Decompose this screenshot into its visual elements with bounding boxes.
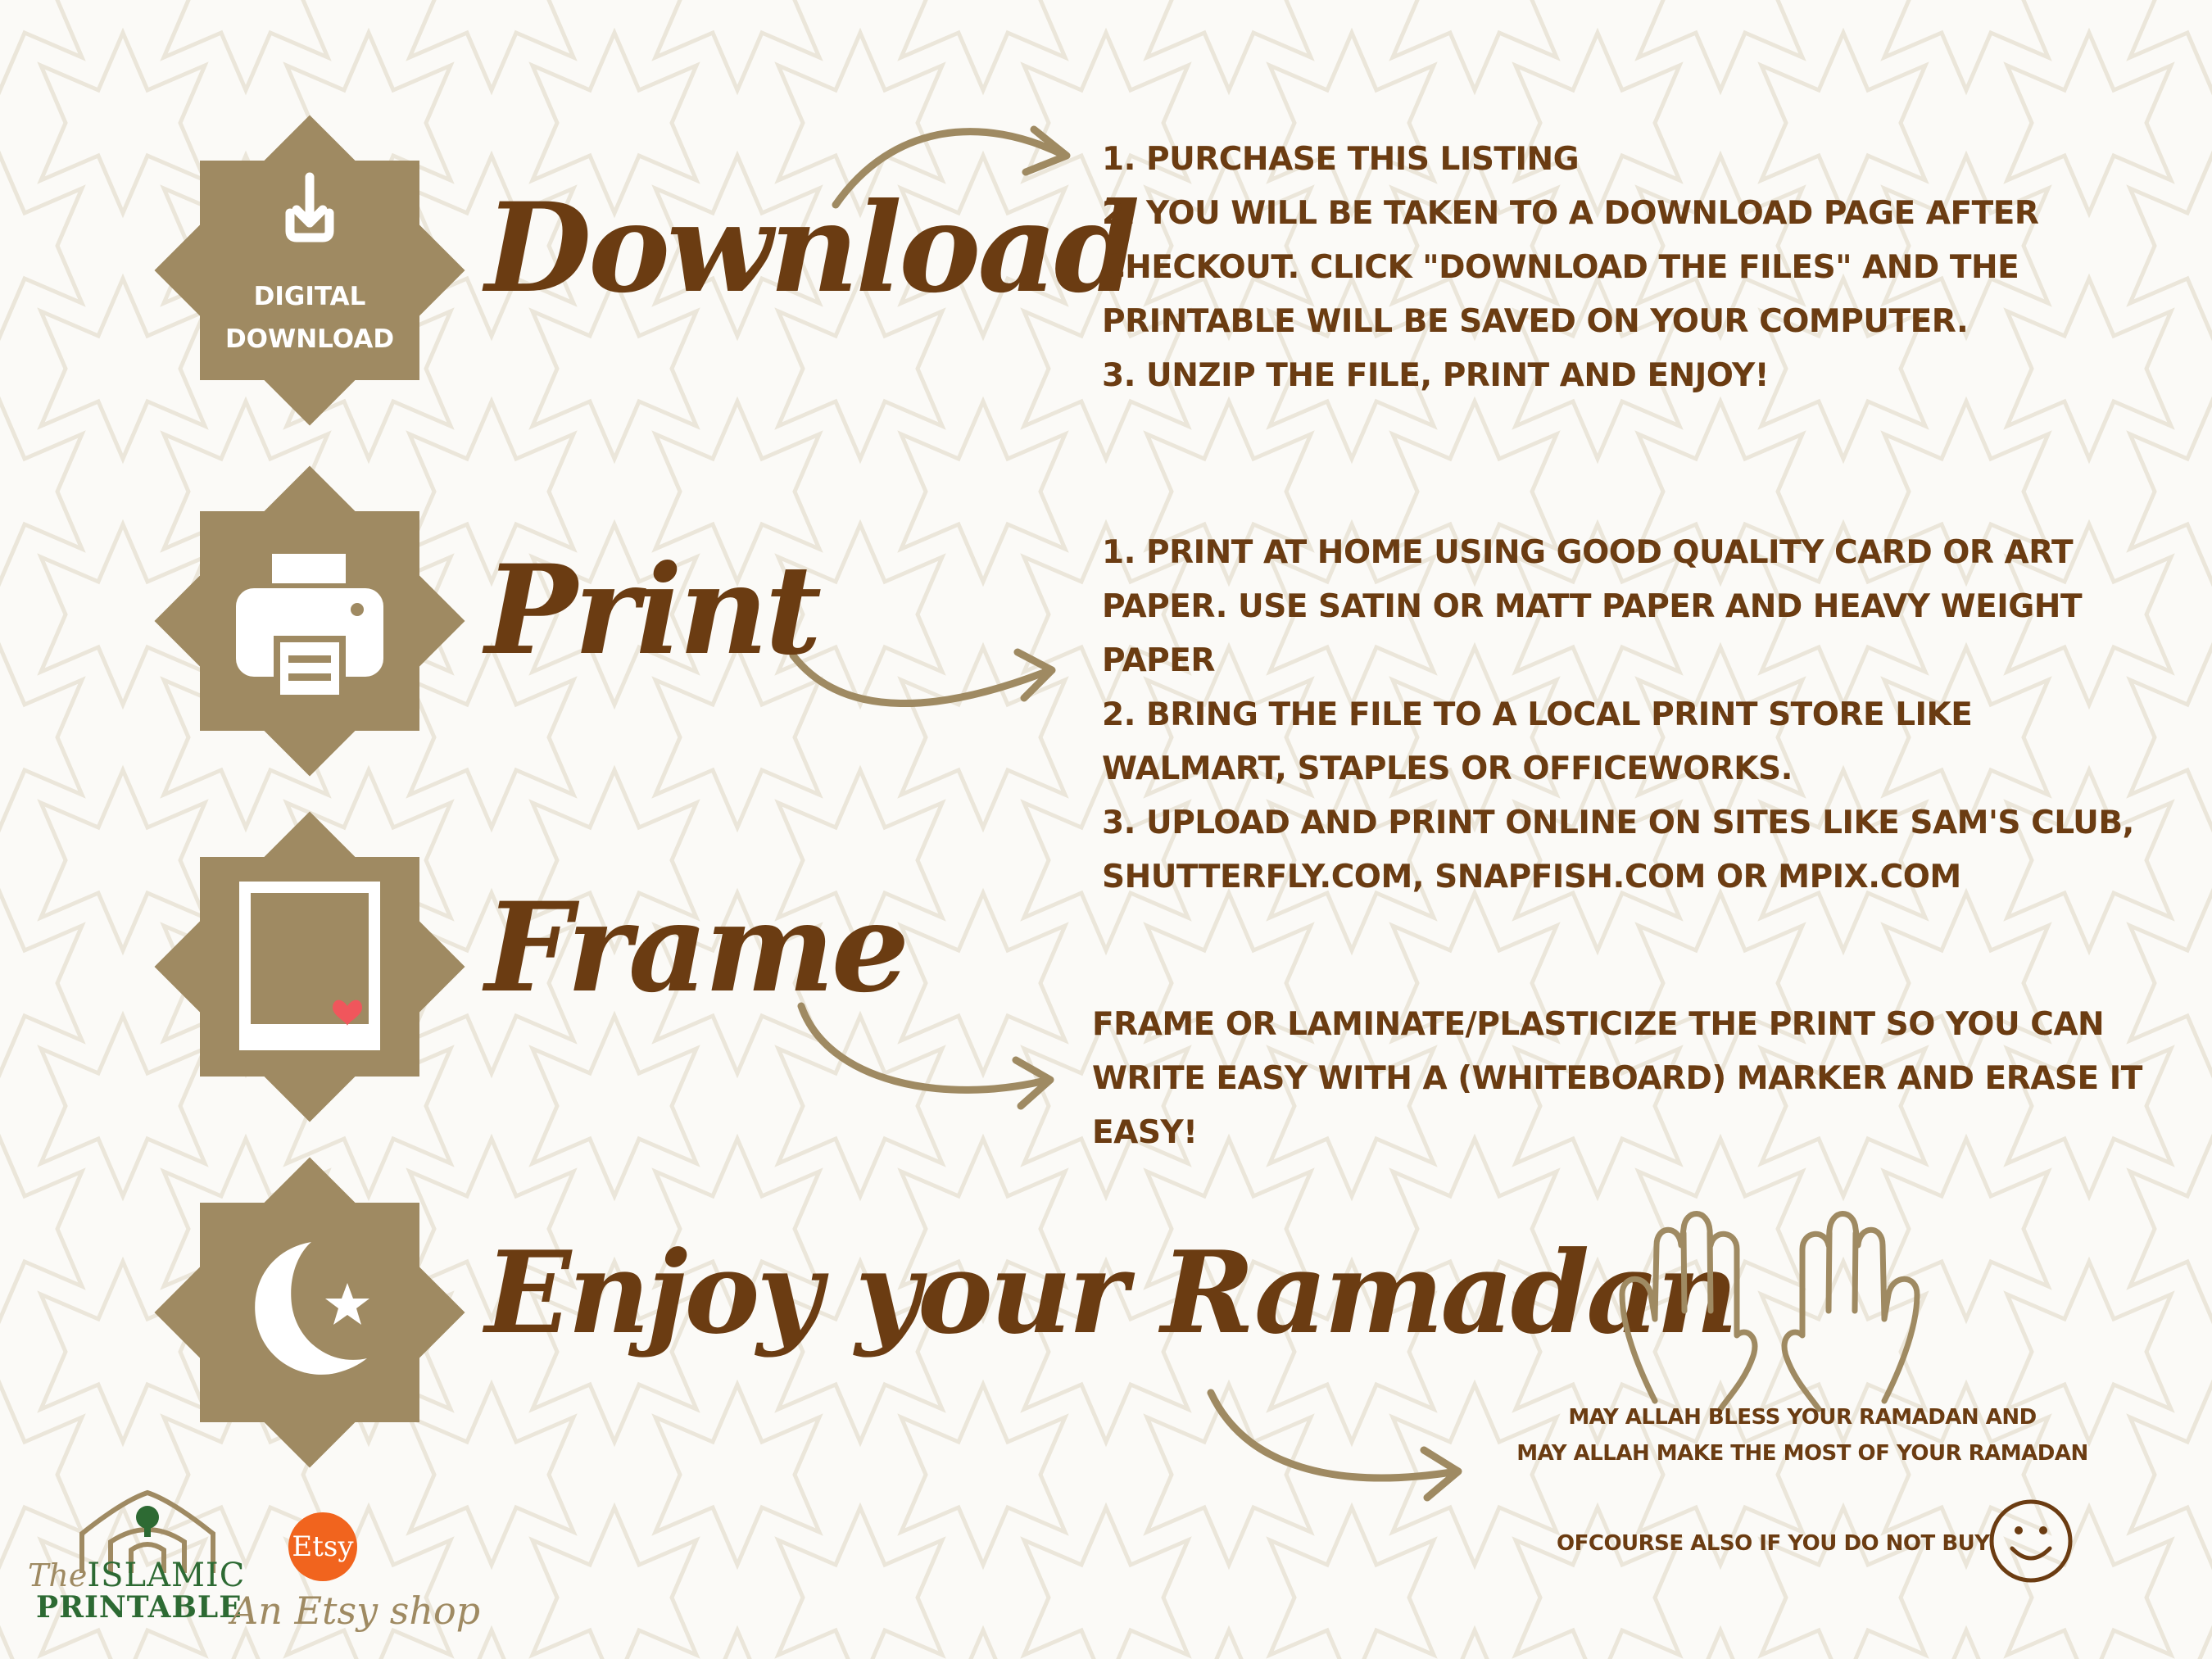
instruction-line: 3. UPLOAD AND PRINT ONLINE ON SITES LIKE SAM'S CLUB, (1102, 805, 2134, 841)
badge-download-label: DOWNLOAD (224, 324, 395, 354)
enjoy-badge (154, 1157, 465, 1468)
instruction-line: WRITE EASY WITH A (WHITEBOARD) MARKER AND ERASE IT (1092, 1060, 2142, 1097)
etsy-badge-label: Etsy (292, 1530, 354, 1563)
instruction-line: 1. PRINT AT HOME USING GOOD QUALITY CARD OR ART (1102, 534, 2074, 571)
blessing-text (1499, 1399, 2105, 1471)
brand-the: The (28, 1557, 88, 1593)
brand-islamic: ISLAMIC (87, 1557, 246, 1594)
badge-digital-label: DIGITAL (253, 282, 366, 311)
instruction-line: PAPER. USE SATIN OR MATT PAPER AND HEAVY WEIGHT (1102, 588, 2083, 625)
instruction-line: 2. YOU WILL BE TAKEN TO A DOWNLOAD PAGE AFTER (1102, 195, 2039, 232)
instruction-line: PRINTABLE WILL BE SAVED ON YOUR COMPUTER. (1102, 303, 1969, 340)
instruction-line: 2. BRING THE FILE TO A LOCAL PRINT STORE LIKE (1102, 696, 1973, 733)
praying-hands-icon (1606, 1196, 1933, 1417)
instruction-line: EASY! (1092, 1114, 1198, 1151)
instruction-line: FRAME OR LAMINATE/PLASTICIZE THE PRINT SO YOU CAN (1092, 1006, 2105, 1043)
smiley-icon (1988, 1498, 2074, 1584)
title-frame: Frame (485, 876, 907, 1020)
title-enjoy: Enjoy your Ramadan (485, 1226, 1735, 1359)
etsy-badge[interactable] (288, 1512, 357, 1581)
footnote-text: OFCOURSE ALSO IF YOU DO NOT BUY (1557, 1531, 1990, 1556)
frame-icon (239, 882, 380, 1050)
instruction-line: WALMART, STAPLES OR OFFICEWORKS. (1102, 750, 1793, 787)
frame-instructions (1092, 998, 2142, 1160)
brand-printable-text: PRINTABLE (36, 1590, 243, 1625)
brand-printable (36, 1589, 243, 1631)
instruction-line: PAPER (1102, 642, 1215, 679)
frame-badge (154, 811, 465, 1122)
print-instructions (1102, 526, 2134, 904)
blessing-line: MAY ALLAH BLESS YOUR RAMADAN AND (1568, 1405, 2037, 1430)
download-instructions (1102, 133, 2038, 403)
etsy-tagline: An Etsy shop (231, 1589, 481, 1633)
print-badge (154, 465, 465, 777)
instruction-line: CHECKOUT. CLICK "DOWNLOAD THE FILES" AND THE (1102, 249, 2019, 286)
title-download: Download (485, 176, 1137, 320)
title-print: Print (485, 538, 819, 682)
instruction-line: SHUTTERFLY.COM, SNAPFISH.COM OR MPIX.COM (1102, 859, 1961, 895)
blessing-line: MAY ALLAH MAKE THE MOST OF YOUR RAMADAN (1516, 1441, 2088, 1466)
download-badge (154, 115, 465, 426)
instruction-line: 3. UNZIP THE FILE, PRINT AND ENJOY! (1102, 357, 1770, 394)
instruction-line: 1. PURCHASE THIS LISTING (1102, 141, 1580, 178)
